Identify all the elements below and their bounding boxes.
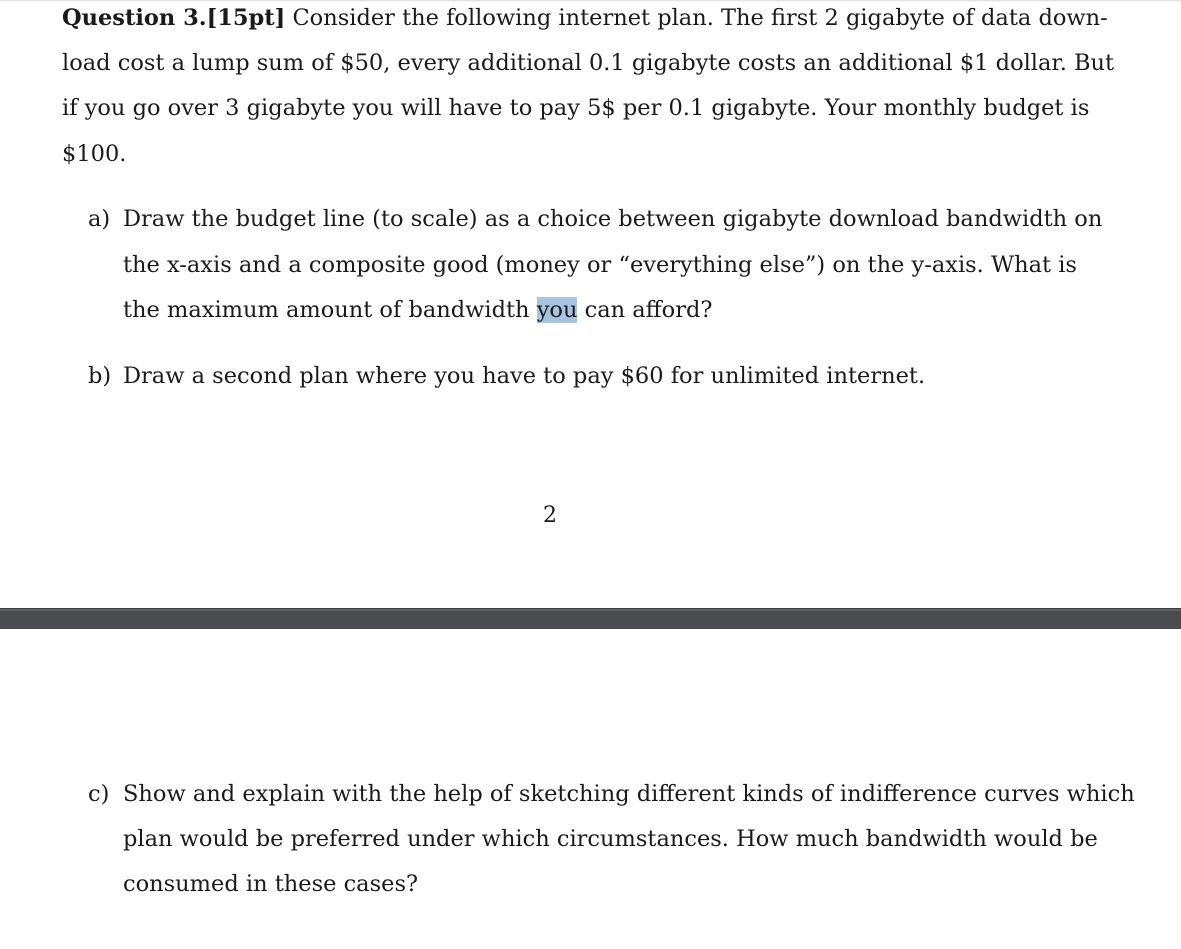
- page-top-shadow: [0, 0, 1181, 2]
- part-a-line-1: Draw the budget line (to scale) as a choice between gigabyte download bandwidth on: [123, 206, 1103, 232]
- question-heading: Question 3.[15pt]: [62, 5, 286, 31]
- part-b-line-1: Draw a second plan where you have to pay $60 for unlimited internet.: [123, 363, 926, 389]
- question-intro-line-4: $100.: [62, 141, 127, 167]
- part-c-line-2: plan would be preferred under which circumstances. How much bandwidth would be: [123, 826, 1098, 852]
- part-a-line-3: [123, 296, 1041, 324]
- part-c-line-3: consumed in these cases?: [123, 871, 419, 897]
- part-a-line-2: the x-axis and a composite good (money or “everything else”) on the y-axis. What is: [123, 252, 1077, 278]
- pdf-page-lower: [0, 629, 1181, 949]
- part-c-line-1: Show and explain with the help of sketching different kinds of indifference curves which: [123, 781, 1135, 807]
- part-a-line-3-start: the maximum amount of bandwidth: [123, 297, 537, 323]
- page-number: 2: [543, 503, 557, 528]
- part-a-label: a): [88, 206, 111, 232]
- page-separator: [0, 608, 1181, 629]
- part-c-label: c): [88, 781, 110, 807]
- part-b-label: b): [88, 363, 112, 389]
- question-intro-text-1: Consider the following internet plan. The first 2 gigabyte of data down-: [292, 5, 1108, 31]
- text-selection-highlight[interactable]: you: [536, 297, 578, 323]
- part-a-line-3-end: can afford?: [577, 297, 713, 323]
- question-intro-line-3: if you go over 3 gigabyte you will have to pay 5$ per 0.1 gigabyte. Your monthly budget is: [62, 95, 1090, 121]
- page-separator-edge: [0, 609, 1181, 611]
- question-intro-line-1: [62, 4, 1108, 32]
- question-intro-line-2: load cost a lump sum of $50, every additional 0.1 gigabyte costs an additional $1 dollar. But: [62, 50, 1115, 76]
